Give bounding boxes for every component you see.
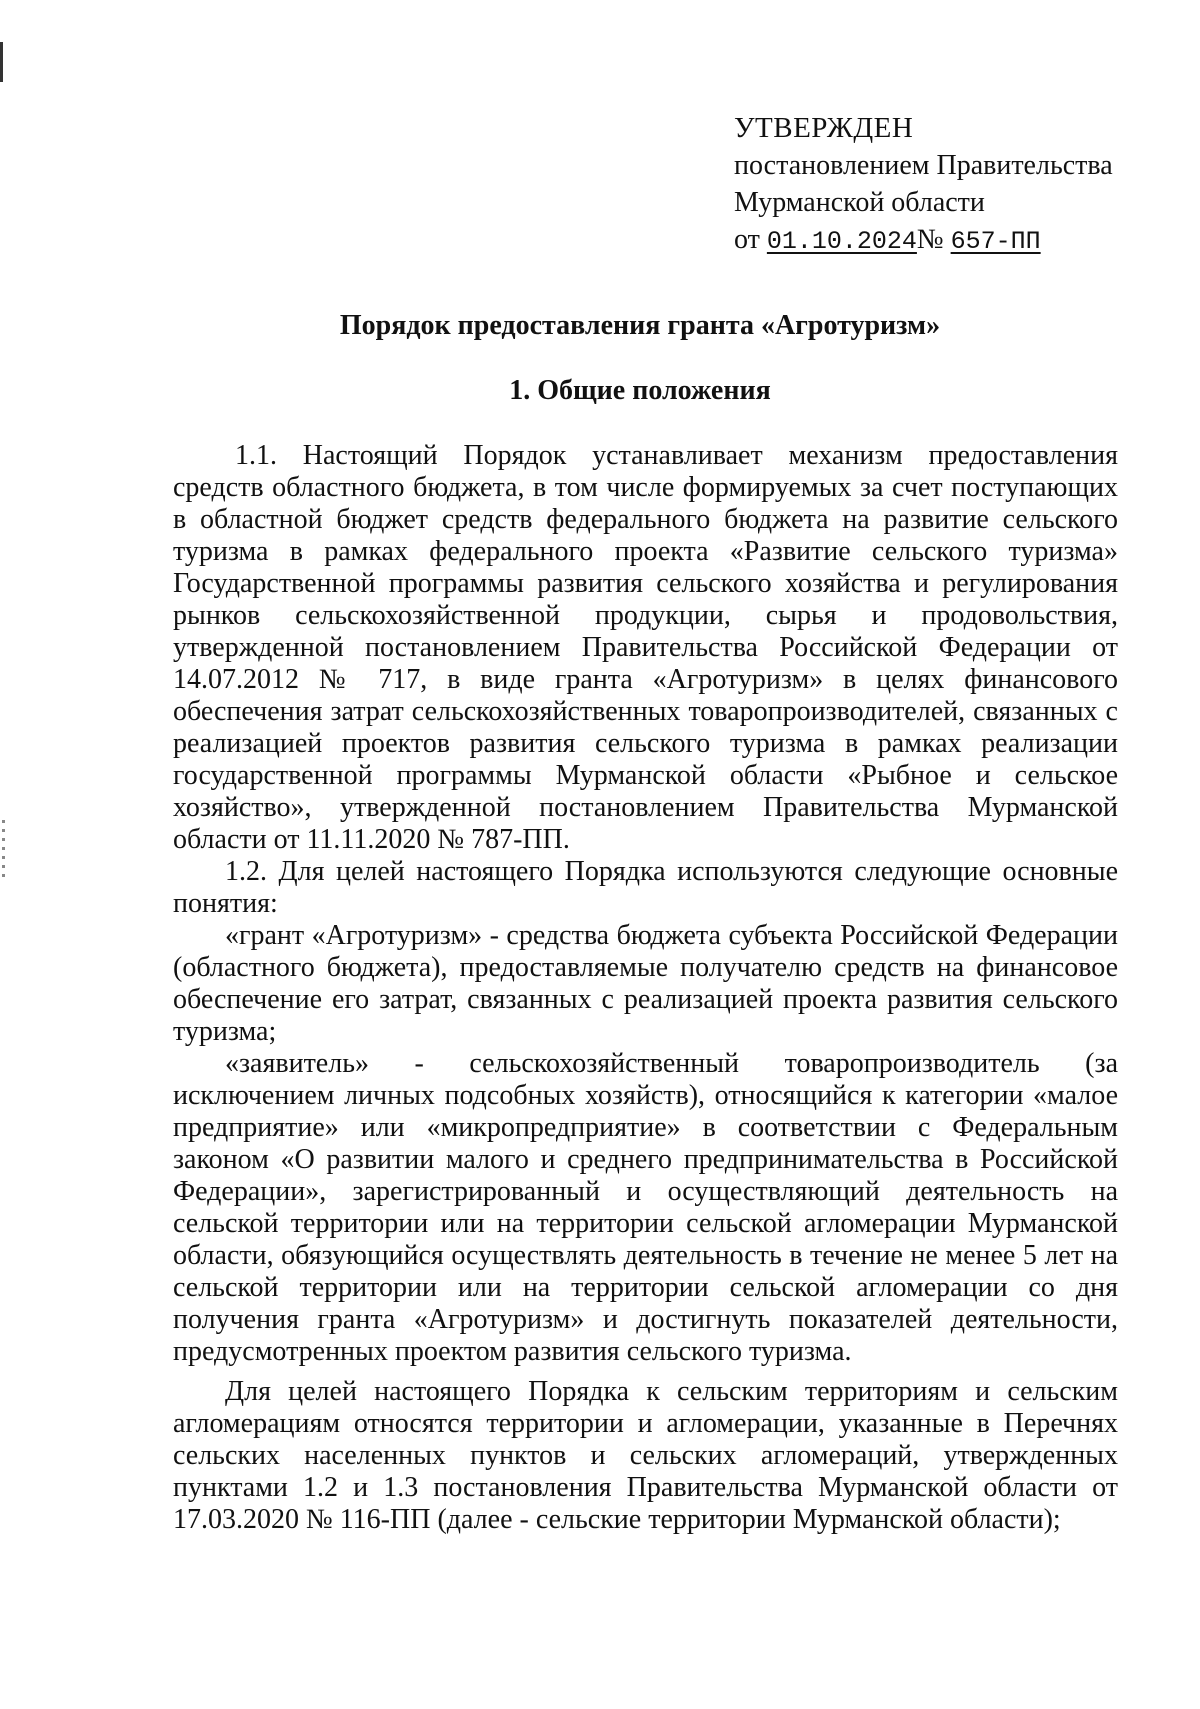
document-body (173, 440, 1118, 1536)
approval-line-1: постановлением Правительства (734, 150, 1113, 181)
document-title: Порядок предоставления гранта «Агротуризм» (339, 310, 941, 341)
paragraph-1-1: 1.1. Настоящий Порядок устанавливает механизм предоставления средств областного бюджета, в том числе формируемых за счет поступающих в областной бюджет средств федерального бюджета на развитие сельского туризма в рамках федерального проекта «Развитие сельского туризма» Государственной программы развития сельского хозяйства и регулирования рынков сельскохозяйственной продукции, сырья и продовольствия, утвержденной постановлением Правительства Российской Федерации от 14.07.2012 № 717, в виде гранта «Агротуризм» в целях финансового обеспечения затрат сельскохозяйственных товаропроизводителей, связанных с реализацией проектов развития сельского туризма в рамках реализации государственной программы Мурманской области «Рыбное и сельское хозяйство», утвержденной постановлением Правительства Мурманской области от 11.11.2020 № 787-ПП. (173, 440, 1118, 855)
paragraph-1-2: 1.2. Для целей настоящего Порядка используются следующие основные понятия: (173, 856, 1118, 919)
approval-heading: УТВЕРЖДЕН (734, 112, 914, 144)
approval-number-prefix: № (916, 224, 944, 255)
section-title: 1. Общие положения (509, 375, 771, 406)
scan-binding-dots (2, 820, 5, 880)
approval-date-prefix: от (734, 224, 760, 255)
approval-date-line (734, 221, 1113, 260)
approval-number: 657-ПП (950, 227, 1041, 256)
approval-date: 01.10.2024 (766, 227, 917, 256)
definition-applicant: «заявитель» - сельскохозяйственный товаропроизводитель (за исключением личных подсобных хозяйств), относящийся к категории «малое предприятие» или «микропредприятие» в соответствии с Федеральным законом «О развитии малого и среднего предпринимательства в Российской Федерации», зарегистрированный и осуществляющий деятельность на сельской территории или на территории сельской агломерации Мурманской области, обязующийся осуществлять деятельность в течение не менее 5 лет на сельской территории или на территории сельской агломерации со дня получения гранта «Агротуризм» и достигнуть показателей деятельности, предусмотренных проектом развития сельского туризма. (173, 1048, 1118, 1367)
approval-line-2: Мурманской области (734, 187, 985, 218)
approval-stamp (734, 110, 1113, 260)
paragraph-rural-territories: Для целей настоящего Порядка к сельским территориям и сельским агломерациям относятся территории и агломерации, указанные в Перечнях сельских населенных пунктов и сельских агломераций, утвержденных пунктами 1.2 и 1.3 постановления Правительства Мурманской области от 17.03.2020 № 116-ПП (далее - сельские территории Мурманской области); (173, 1376, 1118, 1535)
scan-edge-mark (0, 42, 3, 82)
definition-grant: «грант «Агротуризм» - средства бюджета субъекта Российской Федерации (областного бюджета), предоставляемые получателю средств на финансовое обеспечение его затрат, связанных с реализацией проекта развития сельского туризма; (173, 920, 1118, 1047)
